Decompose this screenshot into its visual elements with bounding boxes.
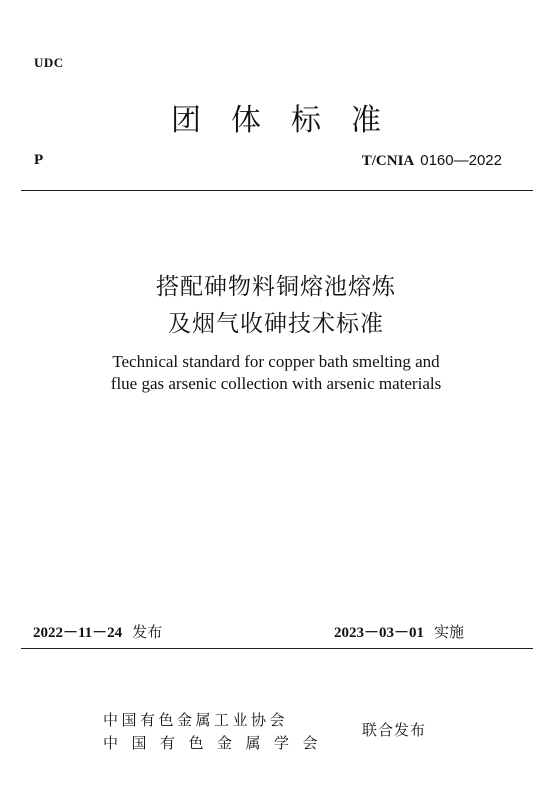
issue-date-block: [33, 621, 162, 642]
title-cn-line1: 搭配砷物料铜熔池熔炼: [156, 274, 396, 300]
implement-date: 2023－03－01: [334, 625, 425, 641]
standard-type-heading: 团体标准: [171, 103, 411, 138]
issue-label: 发布: [132, 623, 163, 641]
implement-date-block: [334, 621, 464, 642]
top-divider: [21, 190, 533, 191]
implement-label: 实施: [434, 623, 465, 641]
bottom-divider: [21, 648, 533, 649]
title-en-line2: flue gas arsenic collection with arsenic materials: [110, 374, 442, 393]
publisher-line2: 中国有色金属学会: [103, 734, 332, 752]
classification-code: P: [34, 152, 44, 168]
standard-code: [362, 152, 502, 170]
standard-code-number: 0160—2022: [420, 152, 502, 169]
joint-issue-label: 联合发布: [362, 721, 427, 739]
standard-code-prefix: T/CNIA: [361, 153, 415, 169]
title-cn-line2: 及烟气收砷技术标准: [168, 311, 384, 337]
title-en-line1: Technical standard for copper bath smelting and: [112, 352, 440, 371]
udc-label: UDC: [34, 55, 64, 70]
issue-date: 2022－11－24: [33, 625, 123, 641]
publisher-line1: 中国有色金属工业协会: [103, 711, 289, 729]
